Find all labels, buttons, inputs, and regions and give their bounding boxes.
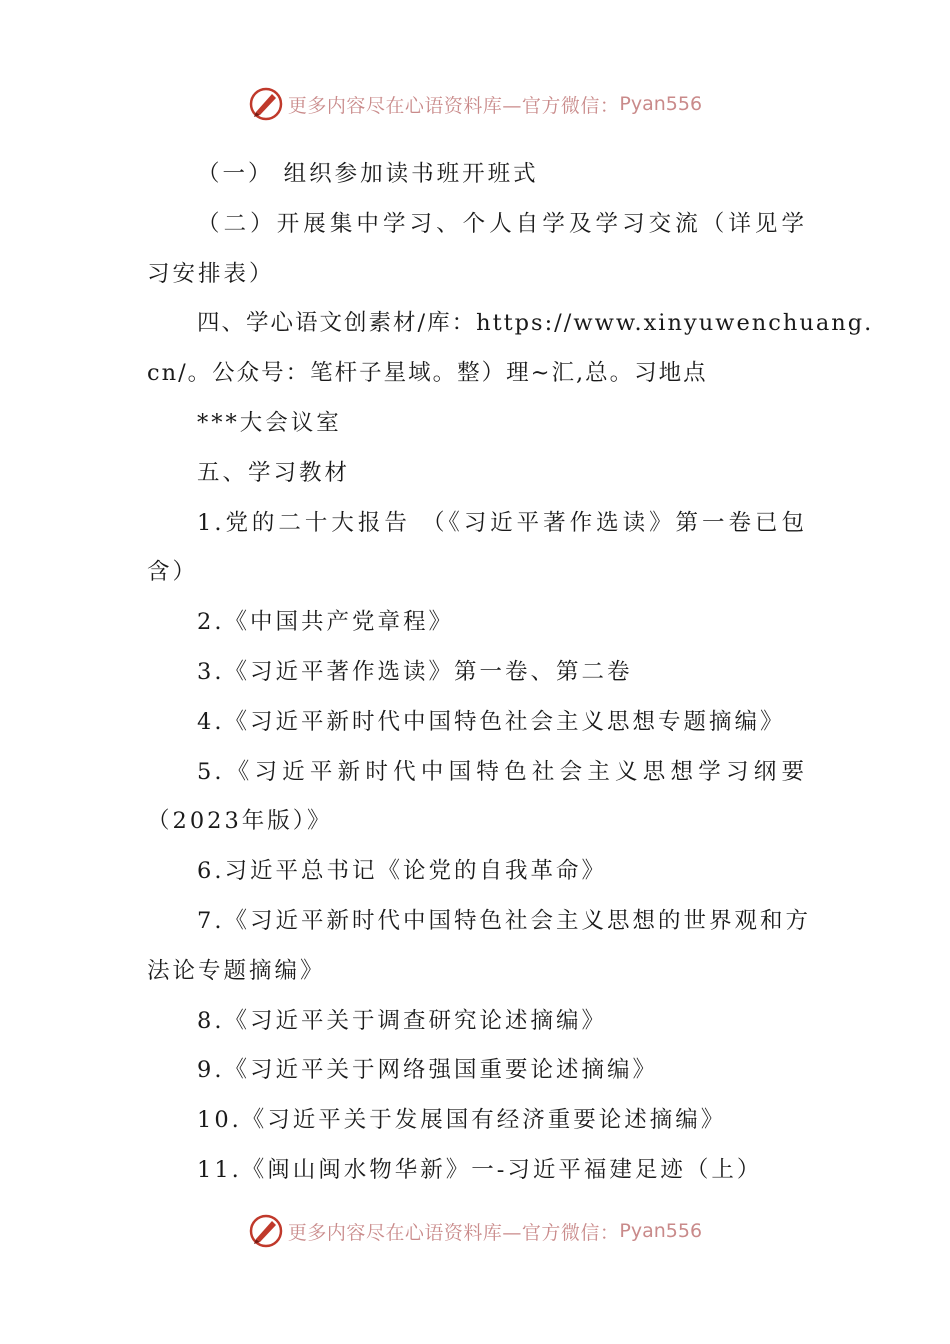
watermark-banner-top <box>0 84 950 124</box>
text-line: 3.《习近平著作选读》第一卷、第二卷 <box>197 658 633 685</box>
text-line: 五、学习教材 <box>197 459 351 486</box>
text-line: 含） <box>147 559 199 586</box>
watermark-banner-bottom <box>0 1211 950 1251</box>
text-line: 4.《习近平新时代中国特色社会主义思想专题摘编》 <box>197 708 786 735</box>
document-body <box>147 150 874 1196</box>
watermark-handle: Pyan556 <box>619 1220 703 1242</box>
watermark-text: 更多内容尽在心语资料库—官方微信： <box>287 1221 620 1244</box>
text-line: 法论专题摘编》 <box>147 957 326 984</box>
text-line: （二）开展集中学习、个人自学及学习交流（详见学 <box>197 210 807 237</box>
text-line: （一） 组织参加读书班开班式 <box>197 161 539 187</box>
watermark-handle: Pyan556 <box>619 93 703 115</box>
text-line: 9.《习近平关于网络强国重要论述摘编》 <box>197 1057 658 1084</box>
pen-logo-icon <box>248 1213 284 1249</box>
text-line: 11.《闽山闽水物华新》一-习近平福建足迹（上） <box>197 1156 763 1183</box>
text-span: 四、学心语文创素材/库：https://www.xinyuwenchuang. <box>197 310 874 337</box>
text-line: 习安排表） <box>147 260 275 287</box>
text-line: （2023年版）》 <box>147 808 333 835</box>
text-line: 6.习近平总书记《论党的自我革命》 <box>197 858 607 885</box>
text-line: 2.《中国共产党章程》 <box>197 609 454 636</box>
text-line: 5.《习近平新时代中国特色社会主义思想学习纲要 <box>197 758 807 785</box>
watermark-text: 更多内容尽在心语资料库—官方微信： <box>287 94 620 117</box>
text-line: 10.《习近平关于发展国有经济重要论述摘编》 <box>197 1107 727 1134</box>
pen-logo-icon <box>248 86 284 122</box>
text-line <box>147 299 874 349</box>
text-line: 8.《习近平关于调查研究论述摘编》 <box>197 1007 607 1034</box>
text-line: ***大会议室 <box>197 409 342 436</box>
text-line: 1.党的二十大报告 （《习近平著作选读》第一卷已包 <box>197 509 807 536</box>
text-line: cn/。公众号：笔杆子星域。整）理~汇,总。习地点 <box>147 360 708 387</box>
text-line: 7.《习近平新时代中国特色社会主义思想的世界观和方 <box>197 907 811 934</box>
